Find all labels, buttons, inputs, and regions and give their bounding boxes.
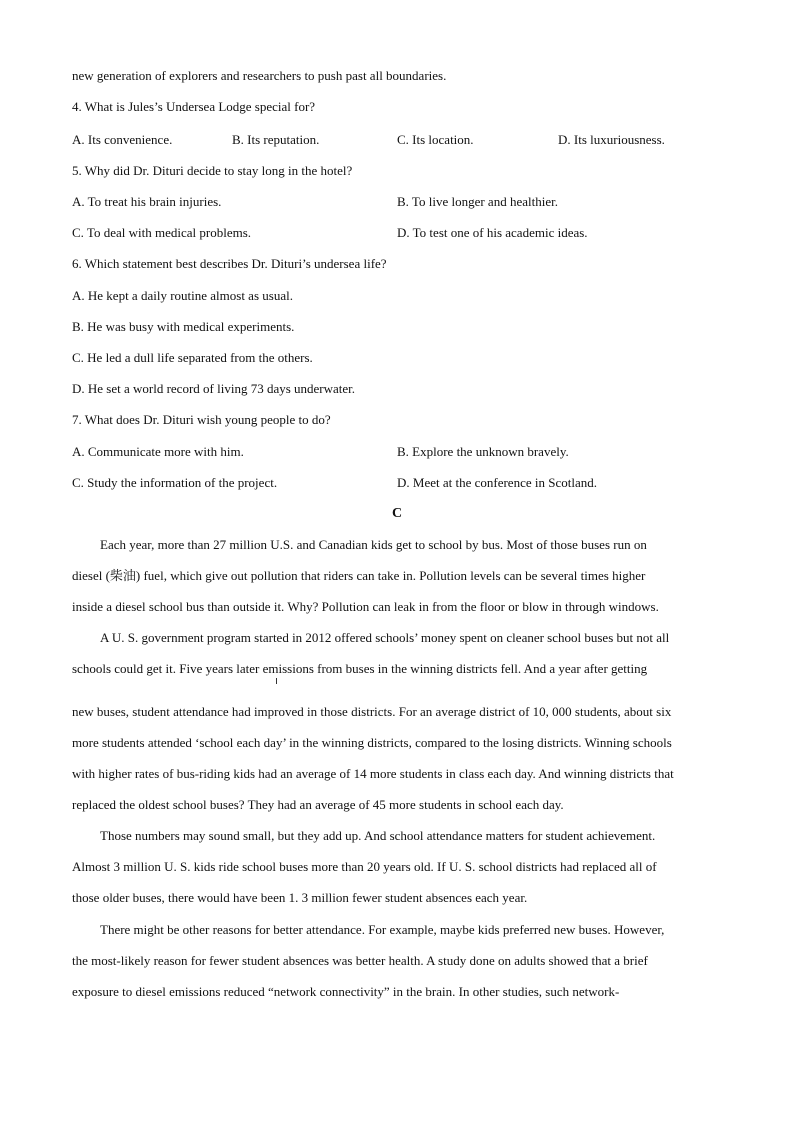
passage-line: with higher rates of bus-riding kids had an average of 14 more students in class each day. And winning districts that (72, 766, 674, 781)
question-6: 6. Which statement best describes Dr. Dituri’s undersea life? (72, 256, 387, 271)
passage-line: exposure to diesel emissions reduced “network connectivity” in the brain. In other studies, such network- (72, 984, 620, 999)
q6-option-c: C. He led a dull life separated from the others. (72, 350, 313, 365)
passage-line: those older buses, there would have been 1. 3 million fewer student absences each year. (72, 890, 528, 905)
passage-line: schools could get it. Five years later emissions from buses in the winning districts fell. And a year after getting (72, 661, 648, 676)
question-5: 5. Why did Dr. Dituri decide to stay long in the hotel? (72, 163, 353, 178)
section-heading: C (391, 506, 403, 521)
passage-line: diesel (柴油) fuel, which give out pollution that riders can take in. Pollution levels can be several times higher (72, 568, 646, 583)
passage-line: the most-likely reason for fewer student absences was better health. A study done on adults showed that a brief (72, 953, 648, 968)
q5-option-c: C. To deal with medical problems. (72, 225, 252, 240)
q4-option-b: B. Its reputation. (232, 132, 320, 147)
q7-option-c: C. Study the information of the project. (72, 475, 278, 490)
passage-line: inside a diesel school bus than outside it. Why? Pollution can leak in from the floor or blow in through windows. (72, 599, 659, 614)
passage-line: new buses, student attendance had improved in those districts. For an average district of 10, 000 students, about six (72, 704, 672, 719)
q5-option-d: D. To test one of his academic ideas. (397, 225, 588, 240)
q4-option-a: A. Its convenience. (72, 132, 173, 147)
q6-option-d: D. He set a world record of living 73 days underwater. (72, 381, 356, 396)
q7-option-d: D. Meet at the conference in Scotland. (397, 475, 597, 490)
question-7: 7. What does Dr. Dituri wish young people to do? (72, 412, 331, 427)
passage-line: Each year, more than 27 million U.S. and Canadian kids get to school by bus. Most of those buses run on (100, 537, 647, 552)
passage-line: Almost 3 million U. S. kids ride school buses more than 20 years old. If U. S. school districts had replaced all of (72, 859, 657, 874)
q5-option-b: B. To live longer and healthier. (397, 194, 558, 209)
passage-continuation: new generation of explorers and researchers to push past all boundaries. (72, 68, 447, 83)
q4-option-d: D. Its luxuriousness. (558, 132, 665, 147)
q5-option-a: A. To treat his brain injuries. (72, 194, 222, 209)
passage-line: A U. S. government program started in 2012 offered schools’ money spent on cleaner school buses but not all (100, 630, 670, 645)
q6-option-a: A. He kept a daily routine almost as usual. (72, 288, 293, 303)
passage-line: more students attended ‘school each day’ in the winning districts, compared to the losing districts. Winning schools (72, 735, 672, 750)
passage-line: Those numbers may sound small, but they add up. And school attendance matters for student achievement. (100, 828, 656, 843)
q6-option-b: B. He was busy with medical experiments. (72, 319, 295, 334)
passage-line: replaced the oldest school buses? They had an average of 45 more students in school each day. (72, 797, 564, 812)
q7-option-a: A. Communicate more with him. (72, 444, 244, 459)
passage-line: There might be other reasons for better attendance. For example, maybe kids preferred new buses. However, (100, 922, 665, 937)
q7-option-b: B. Explore the unknown bravely. (397, 444, 569, 459)
stray-mark (276, 678, 277, 684)
question-4: 4. What is Jules’s Undersea Lodge special for? (72, 99, 316, 114)
q4-option-c: C. Its location. (397, 132, 474, 147)
